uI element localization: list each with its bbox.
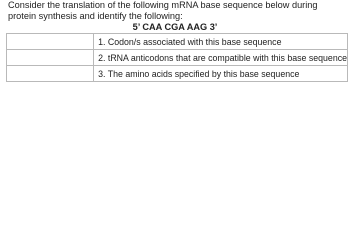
answer-input-box[interactable] bbox=[7, 50, 94, 66]
question-text: Consider the translation of the following mRNA base sequence below during protein synthesis and identify the following: bbox=[8, 0, 318, 21]
answer-label: 1. Codon/s associated with this base sequence bbox=[94, 34, 348, 50]
mrna-sequence: 5’ CAA CGA AAG 3’ bbox=[132, 22, 218, 32]
answer-row bbox=[7, 66, 348, 82]
answer-label: 3. The amino acids specified by this base sequence bbox=[94, 66, 348, 82]
answer-input-box[interactable] bbox=[7, 34, 94, 50]
answer-row bbox=[7, 34, 348, 50]
answer-table bbox=[6, 33, 348, 82]
answer-input-box[interactable] bbox=[7, 66, 94, 82]
answer-row bbox=[7, 50, 348, 66]
answer-label: 2. tRNA anticodons that are compatible with this base sequence bbox=[94, 50, 348, 66]
